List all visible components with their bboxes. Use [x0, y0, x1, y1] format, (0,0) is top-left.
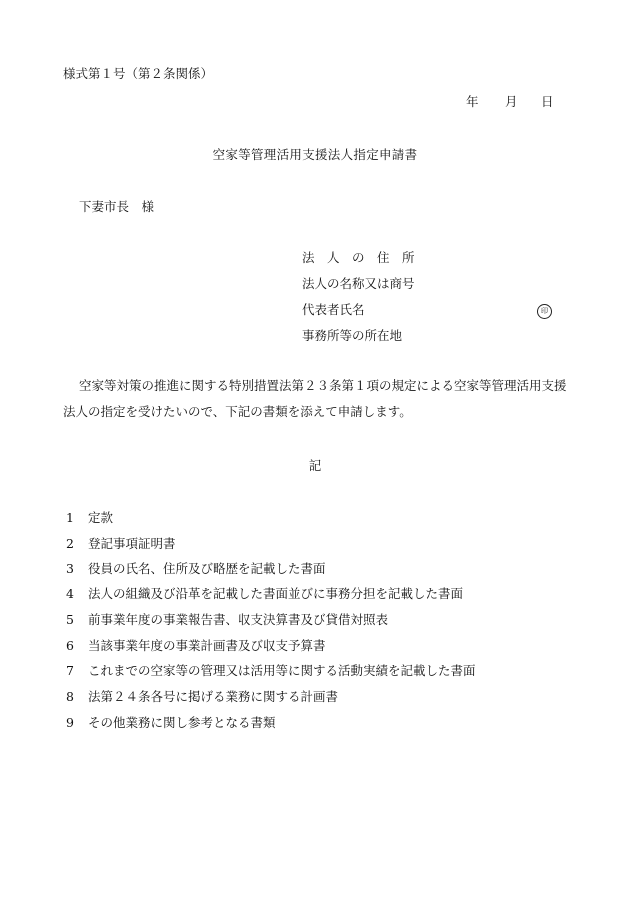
- list-item-text: 法第２４条各号に掲げる業務に関する計画書: [88, 689, 339, 704]
- ki-heading: 記: [308, 458, 322, 473]
- applicant-name-label: 法人の名称又は商号: [302, 276, 415, 291]
- list-item-text: 定款: [88, 510, 114, 525]
- list-item-text: これまでの空家等の管理又は活用等に関する活動実績を記載した書面: [88, 663, 476, 678]
- list-item-text: 登記事項証明書: [88, 536, 176, 551]
- list-item-number: 4: [66, 586, 74, 601]
- list-item-number: 8: [66, 689, 74, 704]
- list-item-number: 2: [66, 536, 74, 551]
- form-number: 様式第１号（第２条関係）: [63, 66, 214, 81]
- list-item-text: 役員の氏名、住所及び略歴を記載した書面: [88, 561, 326, 576]
- date-month-label: 月: [505, 94, 518, 109]
- seal-mark-icon: 印: [537, 304, 552, 319]
- list-item-number: 7: [66, 663, 74, 678]
- list-item-number: 5: [66, 612, 74, 627]
- date-year-label: 年: [466, 94, 479, 109]
- representative-label: 代表者氏名: [302, 302, 365, 317]
- applicant-address-label: 法 人 の 住 所: [302, 250, 415, 265]
- list-item-number: 3: [66, 561, 74, 576]
- body-text-line-2: 法人の指定を受けたいので、下記の書類を添えて申請します。: [63, 404, 412, 419]
- addressee: 下妻市長 様: [79, 199, 155, 214]
- list-item-number: 9: [66, 715, 74, 730]
- list-item-number: 1: [66, 510, 74, 525]
- list-item-text: その他業務に関し参考となる書類: [88, 715, 276, 730]
- list-item-text: 前事業年度の事業報告書、収支決算書及び貸借対照表: [88, 612, 389, 627]
- date-day-label: 日: [541, 94, 554, 109]
- office-location-label: 事務所等の所在地: [302, 328, 403, 343]
- body-text-line-1: 空家等対策の推進に関する特別措置法第２３条第１項の規定による空家等管理活用支援: [79, 378, 567, 393]
- list-item-text: 当該事業年度の事業計画書及び収支予算書: [88, 638, 326, 653]
- list-item-number: 6: [66, 638, 74, 653]
- list-item-text: 法人の組織及び沿革を記載した書面並びに事務分担を記載した書面: [88, 586, 464, 601]
- document-title: 空家等管理活用支援法人指定申請書: [212, 147, 418, 162]
